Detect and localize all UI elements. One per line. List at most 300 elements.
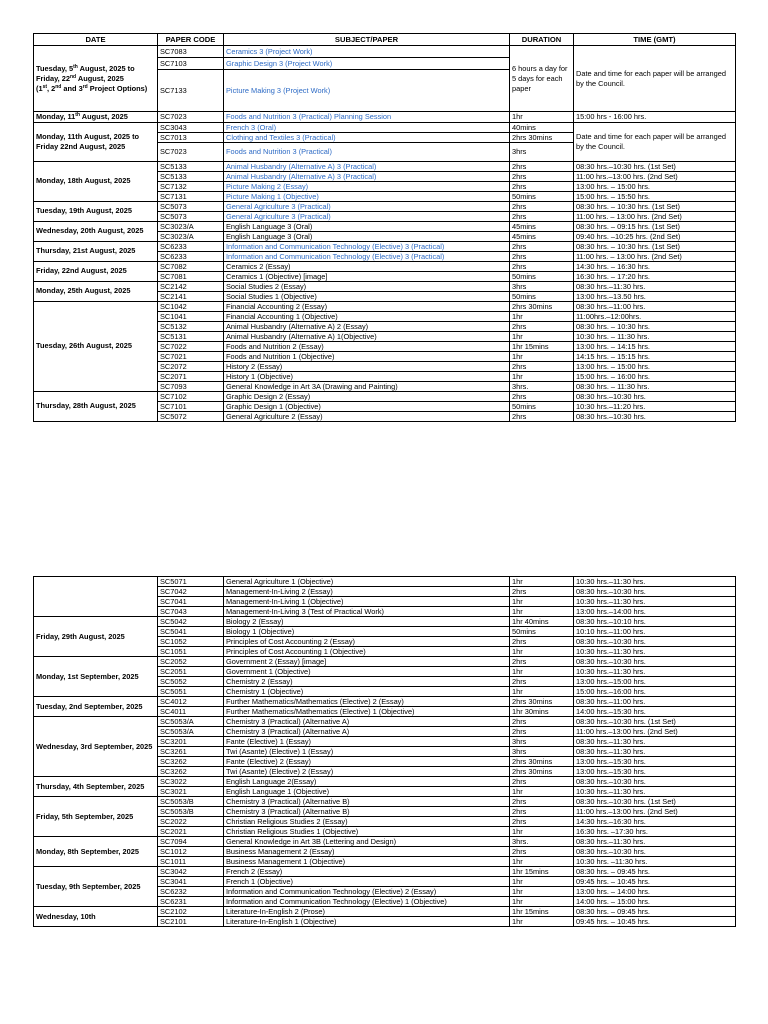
paper-code-cell: SC5053/A	[158, 727, 224, 737]
subject-cell: Fante (Elective) 2 (Essay)	[224, 757, 510, 767]
paper-code-cell: SC4011	[158, 707, 224, 717]
paper-code-cell: SC5042	[158, 617, 224, 627]
paper-code-cell: SC5053/B	[158, 797, 224, 807]
duration-cell: 1hr	[510, 607, 574, 617]
date-cell: Tuesday, 26th August, 2025	[34, 301, 158, 391]
subject-cell: Ceramics 2 (Essay)	[224, 261, 510, 271]
duration-cell: 3hrs	[510, 142, 574, 161]
time-cell: 08:30 hrs.–10:30 hrs.	[574, 847, 736, 857]
paper-code-cell: SC6233	[158, 241, 224, 251]
table-row	[34, 577, 736, 587]
subject-cell: Graphic Design 2 (Essay)	[224, 391, 510, 401]
subject-cell: Twi (Asante) (Elective) 1 (Essay)	[224, 747, 510, 757]
subject-cell: History 2 (Essay)	[224, 361, 510, 371]
paper-code-cell: SC3201	[158, 737, 224, 747]
subject-cell: Foods and Nutrition 1 (Objective)	[224, 351, 510, 361]
paper-code-cell: SC7041	[158, 597, 224, 607]
time-cell: 08:30 hrs. – 11:30 hrs.	[574, 381, 736, 391]
time-cell: 09:45 hrs. – 10:45 hrs.	[574, 917, 736, 927]
subject-cell: Animal Husbandry (Alternative A) 3 (Practical)	[224, 171, 510, 181]
paper-code-cell: SC1052	[158, 637, 224, 647]
time-cell: 08:30 hrs. – 10:30 hrs. (1st Set)	[574, 201, 736, 211]
table-row	[34, 617, 736, 627]
subject-cell: Biology 2 (Essay)	[224, 617, 510, 627]
paper-code-cell: SC3021	[158, 787, 224, 797]
subject-cell: Business Management 2 (Essay)	[224, 847, 510, 857]
paper-code-cell: SC1041	[158, 311, 224, 321]
date-cell: Monday, 8th September, 2025	[34, 837, 158, 867]
duration-cell: 1hr	[510, 787, 574, 797]
paper-code-cell: SC7131	[158, 191, 224, 201]
time-cell: 08:30 hrs. – 10:30 hrs.	[574, 321, 736, 331]
date-cell	[34, 577, 158, 617]
time-cell: 13:00 hrs. – 14:15 hrs.	[574, 341, 736, 351]
paper-code-cell: SC7083	[158, 46, 224, 58]
duration-cell: 1hr	[510, 647, 574, 657]
subject-cell: Graphic Design 3 (Project Work)	[224, 58, 510, 70]
subject-cell: English Language 3 (Oral)	[224, 221, 510, 231]
subject-cell: Christian Religious Studies 2 (Essay)	[224, 817, 510, 827]
subject-cell: Twi (Asante) (Elective) 2 (Essay)	[224, 767, 510, 777]
paper-code-cell: SC7094	[158, 837, 224, 847]
time-cell: 08:30 hrs.–10:30 hrs. (1st Set)	[574, 717, 736, 727]
time-cell: 08:30 hrs.–10:30 hrs. (1st Set)	[574, 161, 736, 171]
header-time: TIME (GMT)	[574, 34, 736, 46]
time-cell: 13:00 hrs. – 15:00 hrs.	[574, 361, 736, 371]
duration-cell: 2hrs	[510, 797, 574, 807]
paper-code-cell: SC3262	[158, 767, 224, 777]
duration-cell: 50mins	[510, 401, 574, 411]
subject-cell: Chemistry 3 (Practical) (Alternative B)	[224, 797, 510, 807]
time-cell: 14:00 hrs.–15:30 hrs.	[574, 707, 736, 717]
subject-cell: Financial Accounting 2 (Essay)	[224, 301, 510, 311]
duration-cell: 3hrs.	[510, 837, 574, 847]
subject-cell: General Agriculture 1 (Objective)	[224, 577, 510, 587]
date-text: , 2	[47, 83, 56, 93]
duration-cell: 1hr	[510, 112, 574, 123]
paper-code-cell: SC5072	[158, 411, 224, 421]
subject-cell: General Agriculture 2 (Essay)	[224, 411, 510, 421]
time-cell: 08:30 hrs.–10:30 hrs.	[574, 411, 736, 421]
paper-code-cell: SC7102	[158, 391, 224, 401]
date-ordinal-suffix: th	[73, 63, 78, 70]
paper-code-cell: SC1051	[158, 647, 224, 657]
paper-code-cell: SC1011	[158, 857, 224, 867]
header-subject: SUBJECT/PAPER	[224, 34, 510, 46]
time-cell: 13:00 hrs. – 14:00 hrs.	[574, 887, 736, 897]
duration-cell: 1hr 15mins	[510, 907, 574, 917]
date-cell	[34, 46, 158, 112]
duration-cell: 1hr	[510, 877, 574, 887]
date-ordinal-suffix: nd	[69, 73, 77, 80]
duration-cell: 3hrs	[510, 281, 574, 291]
subject-cell: Literature-In-English 1 (Objective)	[224, 917, 510, 927]
paper-code-cell: SC7042	[158, 587, 224, 597]
date-cell: Tuesday, 2nd September, 2025	[34, 697, 158, 717]
subject-cell: Management-In-Living 2 (Essay)	[224, 587, 510, 597]
table-row	[34, 657, 736, 667]
duration-cell: 1hr 15mins	[510, 867, 574, 877]
paper-code-cell: SC5071	[158, 577, 224, 587]
paper-code-cell: SC1042	[158, 301, 224, 311]
subject-cell: Social Studies 1 (Objective)	[224, 291, 510, 301]
paper-code-cell: SC3262	[158, 757, 224, 767]
duration-cell: 2hrs	[510, 361, 574, 371]
duration-cell: 2hrs	[510, 587, 574, 597]
subject-cell: Animal Husbandry (Alternative A) 1(Objective)	[224, 331, 510, 341]
subject-cell: Government 2 (Essay) [image]	[224, 657, 510, 667]
time-cell: 08:30 hrs. – 10:30 hrs. (1st Set)	[574, 241, 736, 251]
subject-cell: Further Mathematics/Mathematics (Elective) 2 (Essay)	[224, 697, 510, 707]
duration-cell: 2hrs	[510, 251, 574, 261]
subject-cell: General Agriculture 3 (Practical)	[224, 211, 510, 221]
time-cell: 10:10 hrs.–11:00 hrs.	[574, 627, 736, 637]
date-cell: Monday, 1st September, 2025	[34, 657, 158, 697]
subject-cell: General Knowledge in Art 3B (Lettering and Design)	[224, 837, 510, 847]
time-cell: 08:30 hrs. – 09:45 hrs.	[574, 907, 736, 917]
subject-cell: Ceramics 1 (Objective) [image]	[224, 271, 510, 281]
duration-cell: 2hrs 30mins	[510, 757, 574, 767]
table-row	[34, 201, 736, 211]
duration-cell: 2hrs	[510, 717, 574, 727]
duration-cell: 1hr	[510, 917, 574, 927]
table-row	[34, 907, 736, 917]
time-cell: 11:00 hrs. – 13:00 hrs. (2nd Set)	[574, 211, 736, 221]
paper-code-cell: SC7132	[158, 181, 224, 191]
duration-cell: 2hrs	[510, 321, 574, 331]
timetable-part-2	[33, 576, 736, 927]
subject-cell: Animal Husbandry (Alternative A) 2 (Essay)	[224, 321, 510, 331]
duration-cell: 2hrs	[510, 171, 574, 181]
time-cell: 16:30 hrs. – 17:20 hrs.	[574, 271, 736, 281]
duration-cell: 2hrs 30mins	[510, 132, 574, 142]
duration-cell: 50mins	[510, 191, 574, 201]
date-text: and 3	[61, 83, 83, 93]
duration-cell: 3hrs	[510, 737, 574, 747]
paper-code-cell: SC2052	[158, 657, 224, 667]
time-cell: 10:30 hrs.–11:20 hrs.	[574, 401, 736, 411]
duration-cell: 2hrs	[510, 161, 574, 171]
paper-code-cell: SC7093	[158, 381, 224, 391]
time-cell: 14:00 hrs. – 15:00 hrs.	[574, 897, 736, 907]
time-cell: 13:00 hrs.–15:30 hrs.	[574, 767, 736, 777]
table-row	[34, 221, 736, 231]
date-cell: Thursday, 28th August, 2025	[34, 391, 158, 421]
paper-code-cell: SC7021	[158, 351, 224, 361]
paper-code-cell: SC5051	[158, 687, 224, 697]
subject-cell: Fante (Elective) 1 (Essay)	[224, 737, 510, 747]
duration-cell: 1hr	[510, 351, 574, 361]
subject-cell: Picture Making 1 (Objective)	[224, 191, 510, 201]
duration-cell: 1hr	[510, 311, 574, 321]
subject-cell: Government 1 (Objective)	[224, 667, 510, 677]
date-text: August, 2025 to Friday, 22	[36, 63, 135, 83]
subject-cell: General Knowledge in Art 3A (Drawing and Painting)	[224, 381, 510, 391]
paper-code-cell: SC3043	[158, 122, 224, 132]
paper-code-cell: SC2072	[158, 361, 224, 371]
time-cell: 10:30 hrs. – 11:30 hrs.	[574, 331, 736, 341]
time-cell: 08:30 hrs.–10:10 hrs.	[574, 617, 736, 627]
duration-cell: 1hr	[510, 371, 574, 381]
subject-cell: Information and Communication Technology (Elective) 2 (Essay)	[224, 887, 510, 897]
duration-cell: 2hrs 30mins	[510, 697, 574, 707]
paper-code-cell: SC5052	[158, 677, 224, 687]
time-cell: Date and time for each paper will be arranged by the Council.	[574, 46, 736, 112]
paper-code-cell: SC3022	[158, 777, 224, 787]
time-cell: 08:30 hrs.–11:30 hrs.	[574, 837, 736, 847]
date-cell: Tuesday, 9th September, 2025	[34, 867, 158, 907]
subject-cell: Chemistry 2 (Essay)	[224, 677, 510, 687]
paper-code-cell: SC3041	[158, 877, 224, 887]
date-cell: Monday, 11th August, 2025 to Friday 22nd August, 2025	[34, 122, 158, 161]
subject-cell: General Agriculture 3 (Practical)	[224, 201, 510, 211]
paper-code-cell: SC2022	[158, 817, 224, 827]
duration-cell: 2hrs	[510, 201, 574, 211]
date-cell: Thursday, 4th September, 2025	[34, 777, 158, 797]
duration-cell: 2hrs	[510, 241, 574, 251]
header-row	[34, 34, 736, 46]
header-paper-code: PAPER CODE	[158, 34, 224, 46]
time-cell: 16:30 hrs. –17:30 hrs.	[574, 827, 736, 837]
subject-cell: French 3 (Oral)	[224, 122, 510, 132]
time-cell: 08:30 hrs.–10:30 hrs.	[574, 391, 736, 401]
subject-cell: Further Mathematics/Mathematics (Elective) 1 (Objective)	[224, 707, 510, 717]
duration-cell: 50mins	[510, 291, 574, 301]
paper-code-cell: SC5133	[158, 161, 224, 171]
duration-cell: 2hrs	[510, 847, 574, 857]
duration-cell: 2hrs	[510, 211, 574, 221]
time-cell: 08:30 hrs.–10:30 hrs.	[574, 657, 736, 667]
subject-cell: Management-In-Living 1 (Objective)	[224, 597, 510, 607]
subject-cell: Principles of Cost Accounting 1 (Objective)	[224, 647, 510, 657]
duration-cell: 1hr 30mins	[510, 707, 574, 717]
date-text: Monday, 11	[36, 112, 76, 121]
time-cell: 14:30 hrs.–16:30 hrs.	[574, 817, 736, 827]
subject-cell: Foods and Nutrition 2 (Essay)	[224, 341, 510, 351]
paper-code-cell: SC3261	[158, 747, 224, 757]
paper-code-cell: SC3023/A	[158, 231, 224, 241]
duration-cell: 2hrs	[510, 637, 574, 647]
paper-code-cell: SC7023	[158, 142, 224, 161]
table-row	[34, 301, 736, 311]
time-cell: 11:00hrs.–12:00hrs.	[574, 311, 736, 321]
table-row	[34, 241, 736, 251]
time-cell: 08:30 hrs.–11:00 hrs.	[574, 697, 736, 707]
time-cell: 08:30 hrs.–11:30 hrs.	[574, 281, 736, 291]
time-cell: 08:30 hrs.–11:30 hrs.	[574, 747, 736, 757]
time-cell: 08:30 hrs.–10:30 hrs.	[574, 637, 736, 647]
subject-cell: Information and Communication Technology (Elective) 3 (Practical)	[224, 241, 510, 251]
duration-cell: 45mins	[510, 221, 574, 231]
time-cell: 09:40 hrs. –10:25 hrs. (2nd Set)	[574, 231, 736, 241]
time-cell: 14:30 hrs. – 16:30 hrs.	[574, 261, 736, 271]
paper-code-cell: SC2141	[158, 291, 224, 301]
paper-code-cell: SC5131	[158, 331, 224, 341]
duration-cell: 1hr	[510, 577, 574, 587]
paper-code-cell: SC7081	[158, 271, 224, 281]
paper-code-cell: SC7101	[158, 401, 224, 411]
subject-cell: History 1 (Objective)	[224, 371, 510, 381]
duration-cell: 2hrs	[510, 181, 574, 191]
duration-cell: 1hr	[510, 887, 574, 897]
date-text: August, 2025	[80, 112, 128, 121]
time-cell: 11:00 hrs.–13:00 hrs. (2nd Set)	[574, 171, 736, 181]
subject-cell: Chemistry 3 (Practical) (Alternative B)	[224, 807, 510, 817]
duration-cell: 2hrs	[510, 657, 574, 667]
table-row	[34, 46, 736, 58]
paper-code-cell: SC7082	[158, 261, 224, 271]
duration-cell: 3hrs	[510, 747, 574, 757]
duration-cell: 50mins	[510, 627, 574, 637]
paper-code-cell: SC6231	[158, 897, 224, 907]
subject-cell: Business Management 1 (Objective)	[224, 857, 510, 867]
paper-code-cell: SC3042	[158, 867, 224, 877]
paper-code-cell: SC5053/A	[158, 717, 224, 727]
date-cell: Wednesday, 20th August, 2025	[34, 221, 158, 241]
duration-cell: 2hrs	[510, 777, 574, 787]
subject-cell: Picture Making 2 (Essay)	[224, 181, 510, 191]
timetable-part-1	[33, 33, 736, 422]
subject-cell: Foods and Nutrition 3 (Practical) Planning Session	[224, 112, 510, 123]
paper-code-cell: SC5073	[158, 211, 224, 221]
subject-cell: Ceramics 3 (Project Work)	[224, 46, 510, 58]
time-cell: 13:00 hrs.–14:00 hrs.	[574, 607, 736, 617]
time-cell: 09:45 hrs. – 10:45 hrs.	[574, 877, 736, 887]
time-cell: 10:30 hrs.–11:30 hrs.	[574, 577, 736, 587]
table-row	[34, 281, 736, 291]
date-cell: Friday, 22nd August, 2025	[34, 261, 158, 281]
subject-cell: Christian Religious Studies 1 (Objective)	[224, 827, 510, 837]
table-row	[34, 717, 736, 727]
duration-cell: 2hrs	[510, 807, 574, 817]
subject-cell: French 2 (Essay)	[224, 867, 510, 877]
time-cell: 08:30 hrs. – 09:15 hrs. (1st Set)	[574, 221, 736, 231]
time-cell: 11:00 hrs.–13:00 hrs. (2nd Set)	[574, 727, 736, 737]
subject-cell: Management-In-Living 3 (Test of Practical Work)	[224, 607, 510, 617]
duration-cell: 2hrs	[510, 261, 574, 271]
date-cell: Friday, 29th August, 2025	[34, 617, 158, 657]
duration-cell: 2hrs	[510, 391, 574, 401]
duration-cell: 6 hours a day for 5 days for each paper	[510, 46, 574, 112]
paper-code-cell: SC7013	[158, 132, 224, 142]
paper-code-cell: SC4012	[158, 697, 224, 707]
date-cell: Monday, 18th August, 2025	[34, 161, 158, 201]
duration-cell: 2hrs	[510, 411, 574, 421]
subject-cell: Information and Communication Technology (Elective) 1 (Objective)	[224, 897, 510, 907]
duration-cell: 1hr 40mins	[510, 617, 574, 627]
time-cell: 11:00 hrs. – 13:00 hrs. (2nd Set)	[574, 251, 736, 261]
time-cell: 08:30 hrs.–10:30 hrs. (1st Set)	[574, 797, 736, 807]
duration-cell: 1hr	[510, 827, 574, 837]
header-date: DATE	[34, 34, 158, 46]
time-cell: 10:30 hrs.–11:30 hrs.	[574, 597, 736, 607]
duration-cell: 1hr	[510, 331, 574, 341]
time-cell: 15:00 hrs. – 15:50 hrs.	[574, 191, 736, 201]
table-row	[34, 261, 736, 271]
duration-cell: 1hr	[510, 667, 574, 677]
subject-cell: Literature-In-English 2 (Prose)	[224, 907, 510, 917]
table-row	[34, 391, 736, 401]
time-cell: 08:30 hrs.–10:30 hrs.	[574, 587, 736, 597]
paper-code-cell: SC2071	[158, 371, 224, 381]
paper-code-cell: SC5053/B	[158, 807, 224, 817]
date-text: August, 2025	[76, 73, 124, 83]
date-text: (1	[36, 83, 43, 93]
subject-cell: English Language 1 (Objective)	[224, 787, 510, 797]
subject-cell: Social Studies 2 (Essay)	[224, 281, 510, 291]
subject-cell: Foods and Nutrition 3 (Practical)	[224, 142, 510, 161]
paper-code-cell: SC5073	[158, 201, 224, 211]
date-cell	[34, 112, 158, 123]
duration-cell: 50mins	[510, 271, 574, 281]
table-row	[34, 112, 736, 123]
date-text: Tuesday, 5	[36, 63, 74, 73]
duration-cell: 40mins	[510, 122, 574, 132]
date-cell: Wednesday, 3rd September, 2025	[34, 717, 158, 777]
table-row	[34, 122, 736, 132]
paper-code-cell: SC5133	[158, 171, 224, 181]
time-cell: 13:00 hrs.–15:00 hrs.	[574, 677, 736, 687]
paper-code-cell: SC7022	[158, 341, 224, 351]
paper-code-cell: SC1012	[158, 847, 224, 857]
subject-cell: Chemistry 3 (Practical) (Alternative A)	[224, 717, 510, 727]
subject-cell: Financial Accounting 1 (Objective)	[224, 311, 510, 321]
table-row	[34, 161, 736, 171]
duration-cell: 1hr	[510, 857, 574, 867]
time-cell: 08:30 hrs. – 09:45 hrs.	[574, 867, 736, 877]
table-row	[34, 797, 736, 807]
subject-cell: Animal Husbandry (Alternative A) 3 (Practical)	[224, 161, 510, 171]
table-row	[34, 837, 736, 847]
time-cell: 15:00 hrs. – 16:00 hrs.	[574, 371, 736, 381]
time-cell: 10:30 hrs.–11:30 hrs.	[574, 667, 736, 677]
time-cell: Date and time for each paper will be arranged by the Council.	[574, 122, 736, 161]
time-cell: 10:30 hrs.–11:30 hrs.	[574, 647, 736, 657]
table-row	[34, 697, 736, 707]
time-cell: 13:00 hrs.–13.50 hrs.	[574, 291, 736, 301]
paper-code-cell: SC2101	[158, 917, 224, 927]
time-cell: 08:30 hrs.–11:30 hrs.	[574, 737, 736, 747]
time-cell: 11:00 hrs.–13:00 hrs. (2nd Set)	[574, 807, 736, 817]
header-duration: DURATION	[510, 34, 574, 46]
paper-code-cell: SC6232	[158, 887, 224, 897]
time-cell: 13:00 hrs.–15:30 hrs.	[574, 757, 736, 767]
time-cell: 14:15 hrs. – 15:15 hrs.	[574, 351, 736, 361]
time-cell: 08:30 hrs.–11:00 hrs.	[574, 301, 736, 311]
date-ordinal-suffix: th	[75, 112, 81, 118]
subject-cell: Clothing and Textiles 3 (Practical)	[224, 132, 510, 142]
subject-cell: Chemistry 1 (Objective)	[224, 687, 510, 697]
date-cell: Monday, 25th August, 2025	[34, 281, 158, 301]
duration-cell: 2hrs 30mins	[510, 767, 574, 777]
paper-code-cell: SC6233	[158, 251, 224, 261]
paper-code-cell: SC5041	[158, 627, 224, 637]
subject-cell: Picture Making 3 (Project Work)	[224, 70, 510, 112]
subject-cell: Biology 1 (Objective)	[224, 627, 510, 637]
time-cell: 15:00 hrs.–16:00 hrs.	[574, 687, 736, 697]
subject-cell: English Language 3 (Oral)	[224, 231, 510, 241]
time-cell: 10:30 hrs.–11:30 hrs.	[574, 787, 736, 797]
paper-code-cell: SC7023	[158, 112, 224, 123]
duration-cell: 2hrs	[510, 727, 574, 737]
time-cell: 15:00 hrs - 16:00 hrs.	[574, 112, 736, 123]
paper-code-cell: SC2021	[158, 827, 224, 837]
subject-cell: English Language 2(Essay)	[224, 777, 510, 787]
paper-code-cell: SC7133	[158, 70, 224, 112]
time-cell: 10:30 hrs. –11:30 hrs.	[574, 857, 736, 867]
duration-cell: 1hr	[510, 897, 574, 907]
paper-code-cell: SC2102	[158, 907, 224, 917]
